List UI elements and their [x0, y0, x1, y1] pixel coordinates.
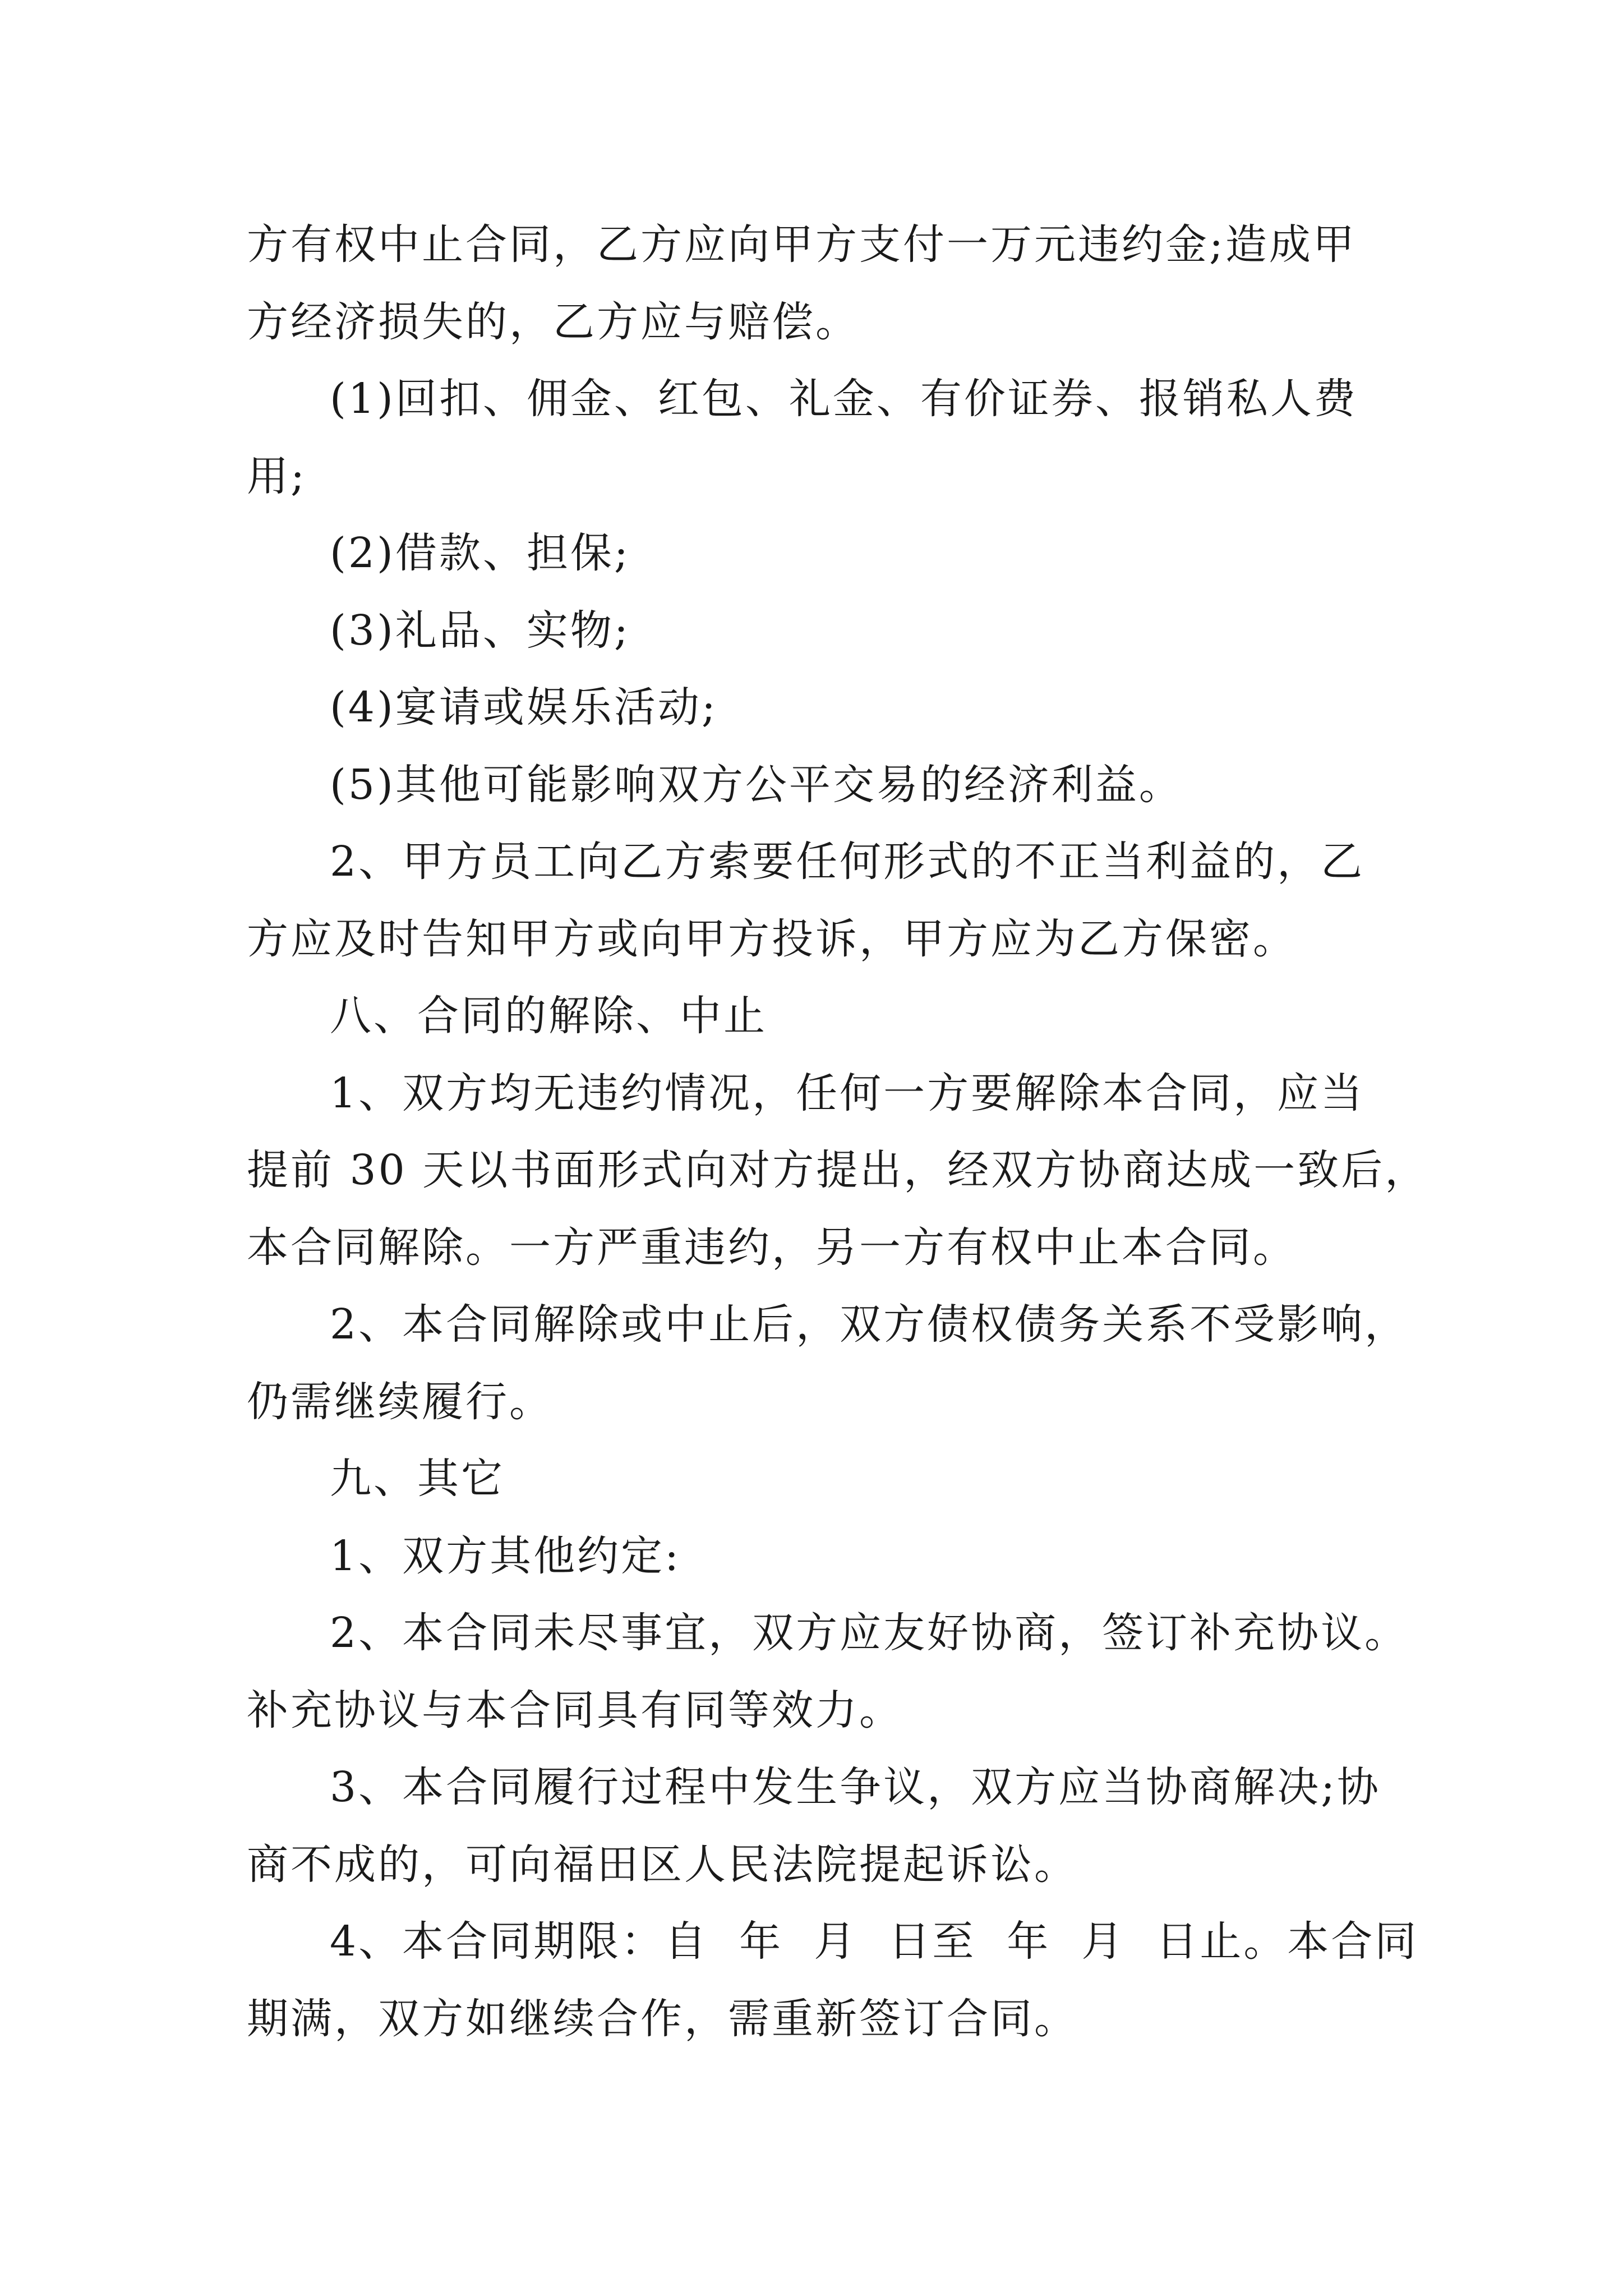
text-line: 2、本合同未尽事宜，双方应友好协商，签订补充协议。 [330, 1609, 1409, 1657]
text-line: 提前 30 天以书面形式向对方提出，经双方协商达成一致后， [247, 1146, 1429, 1194]
list-item-entertainment [247, 669, 1385, 747]
paragraph-obligations-continue [247, 1286, 1409, 1441]
list-item-gifts [247, 592, 1385, 670]
text-line: 1、双方均无违约情况，任何一方要解除本合同，应当 [330, 1069, 1365, 1117]
text-line: (1)回扣、佣金、红包、礼金、有价证券、报销私人费 [330, 375, 1358, 423]
text-line: (2)借款、担保; [330, 529, 630, 577]
text-line: 4、本合同期限：自 年 月 日至 年 月 日止。本合同 [330, 1917, 1419, 1966]
section-heading-other [247, 1441, 1385, 1518]
text-line: (4)宴请或娱乐活动; [330, 683, 718, 731]
text-line: 2、甲方员工向乙方索要任何形式的不正当利益的，乙 [330, 838, 1365, 886]
paragraph-termination-notice [247, 1055, 1429, 1287]
text-line: (3)礼品、实物; [330, 606, 630, 655]
list-item-other-benefits [247, 747, 1385, 824]
text-line: 九、其它 [330, 1455, 505, 1503]
text-line: 八、合同的解除、中止 [330, 992, 767, 1040]
list-item-kickbacks [247, 361, 1385, 515]
text-line: 方应及时告知甲方或向甲方投诉，甲方应为乙方保密。 [247, 914, 1297, 963]
list-item-loans [247, 515, 1385, 592]
paragraph-breach-penalty [247, 206, 1385, 361]
text-line: 1、双方其他约定: [330, 1531, 681, 1580]
paragraph-other-agreements [247, 1518, 1385, 1595]
paragraph-supplementary-agreement [247, 1595, 1409, 1749]
text-line: 3、本合同履行过程中发生争议，双方应当协商解决;协 [330, 1763, 1381, 1811]
text-line: 用; [247, 452, 307, 500]
contract-body [247, 206, 1429, 2058]
text-line: 期满，双方如继续合作，需重新签订合同。 [247, 1994, 1078, 2043]
text-line: 本合同解除。一方严重违约，另一方有权中止本合同。 [247, 1223, 1297, 1272]
text-line: 补充协议与本合同具有同等效力。 [247, 1686, 903, 1734]
section-heading-termination [247, 978, 1385, 1055]
text-line: 方有权中止合同，乙方应向甲方支付一万元违约金;造成甲 [247, 220, 1357, 269]
text-line: 方经济损失的，乙方应与赔偿。 [247, 297, 859, 346]
paragraph-dispute-resolution [247, 1749, 1385, 1903]
paragraph-contract-term [247, 1903, 1419, 2058]
paragraph-employee-solicitation [247, 823, 1385, 978]
text-line: (5)其他可能影响双方公平交易的经济利益。 [330, 760, 1183, 809]
text-line: 仍需继续履行。 [247, 1377, 553, 1426]
text-line: 商不成的，可向福田区人民法院提起诉讼。 [247, 1840, 1078, 1889]
text-line: 2、本合同解除或中止后，双方债权债务关系不受影响， [330, 1300, 1409, 1349]
